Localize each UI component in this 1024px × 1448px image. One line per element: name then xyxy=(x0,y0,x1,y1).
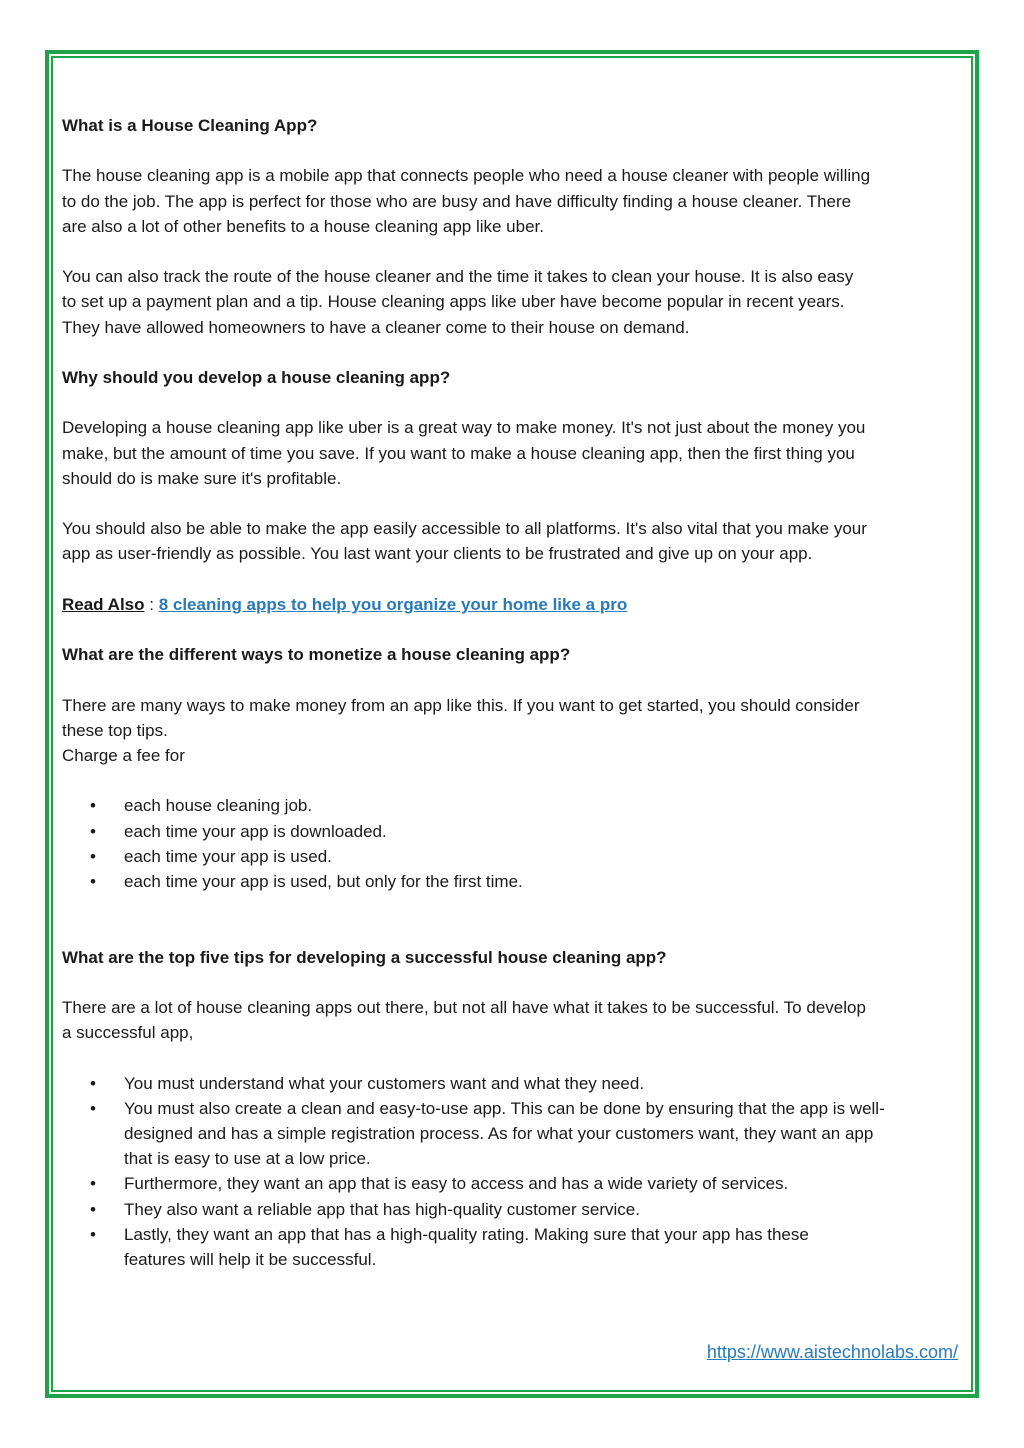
list-item-text: each time your app is used, but only for the first time. xyxy=(124,871,523,891)
list-item-text: each house cleaning job. xyxy=(124,796,313,816)
paragraph-line: You should also be able to make the app easily accessible to all platforms. It's also vital that you make your xyxy=(62,519,867,539)
list-item xyxy=(62,819,967,844)
paragraph-line: Developing a house cleaning app like uber is a great way to make money. It's not just about the money you xyxy=(62,418,866,438)
section-heading-why-develop: Why should you develop a house cleaning app? xyxy=(62,367,451,387)
list-item-text: each time your app is used. xyxy=(124,846,332,866)
bullet-icon: • xyxy=(90,796,96,816)
paragraph-line: There are many ways to make money from an app like this. If you want to get started, you should consider xyxy=(62,695,860,715)
list-item xyxy=(62,869,967,894)
bullet-icon: • xyxy=(90,821,96,841)
paragraph-line: to set up a payment plan and a tip. House cleaning apps like uber have become popular in recent years. xyxy=(62,292,845,312)
list-item-text: each time your app is downloaded. xyxy=(124,821,387,841)
read-also-row xyxy=(62,592,967,617)
bullet-icon: • xyxy=(90,846,96,866)
list-item xyxy=(62,1197,967,1222)
footer-website-link[interactable]: https://www.aistechnolabs.com/ xyxy=(706,1342,958,1362)
list-item-text: You must also create a clean and easy-to-use app. This can be done by ensuring that the app is well- xyxy=(124,1098,885,1118)
list-item-text: designed and has a simple registration process. As for what your customers want, they want an app xyxy=(124,1123,874,1143)
paragraph-line: You can also track the route of the house cleaner and the time it takes to clean your house. It is also easy xyxy=(62,267,854,287)
monetize-bullet-list xyxy=(62,793,967,894)
section-heading-monetize: What are the different ways to monetize a house cleaning app? xyxy=(62,645,571,665)
list-item xyxy=(62,793,967,818)
paragraph-line: They have allowed homeowners to have a cleaner come to their house on demand. xyxy=(62,317,690,337)
paragraph-line: make, but the amount of time you save. If you want to make a house cleaning app, then the first thing you xyxy=(62,443,855,463)
bullet-icon: • xyxy=(90,1073,96,1093)
bullet-icon: • xyxy=(90,1224,96,1244)
list-item xyxy=(62,1222,967,1272)
paragraph-line: to do the job. The app is perfect for those who are busy and have difficulty finding a house cleaner. There xyxy=(62,191,852,211)
bullet-icon: • xyxy=(90,871,96,891)
list-item xyxy=(62,844,967,869)
read-also-separator: : xyxy=(144,594,159,614)
list-item-text: You must understand what your customers want and what they need. xyxy=(124,1073,645,1093)
paragraph-line: a successful app, xyxy=(62,1023,194,1043)
read-also-link[interactable]: 8 cleaning apps to help you organize your home like a pro xyxy=(158,594,628,614)
paragraph-line: The house cleaning app is a mobile app that connects people who need a house cleaner with people willing xyxy=(62,166,871,186)
bullet-icon: • xyxy=(90,1199,96,1219)
paragraph-line: There are a lot of house cleaning apps out there, but not all have what it takes to be successful. To develop xyxy=(62,997,866,1017)
section-heading-what-is: What is a House Cleaning App? xyxy=(62,116,318,135)
list-item-text: Lastly, they want an app that has a high-quality rating. Making sure that your app has these xyxy=(124,1224,809,1244)
list-item xyxy=(62,1071,967,1096)
bullet-icon: • xyxy=(90,1098,96,1118)
paragraph-line: Charge a fee for xyxy=(62,745,185,765)
list-item-text: Furthermore, they want an app that is easy to access and has a wide variety of services. xyxy=(124,1174,789,1194)
paragraph-line: should do is make sure it's profitable. xyxy=(62,468,342,488)
list-item xyxy=(62,1171,967,1196)
article-body xyxy=(62,113,967,1272)
bullet-icon: • xyxy=(90,1174,96,1194)
paragraph-line: are also a lot of other benefits to a house cleaning app like uber. xyxy=(62,216,544,236)
list-item-text: that is easy to use at a low price. xyxy=(124,1149,371,1169)
list-item-text: features will help it be successful. xyxy=(124,1249,377,1269)
section-heading-top-five-tips: What are the top five tips for developing a successful house cleaning app? xyxy=(62,947,667,967)
list-item xyxy=(62,1096,967,1172)
read-also-label: Read Also xyxy=(62,594,145,614)
paragraph-line: app as user-friendly as possible. You last want your clients to be frustrated and give up on your app. xyxy=(62,544,813,564)
paragraph-line: these top tips. xyxy=(62,720,168,740)
list-item-text: They also want a reliable app that has high-quality customer service. xyxy=(124,1199,640,1219)
tips-bullet-list xyxy=(62,1071,967,1273)
